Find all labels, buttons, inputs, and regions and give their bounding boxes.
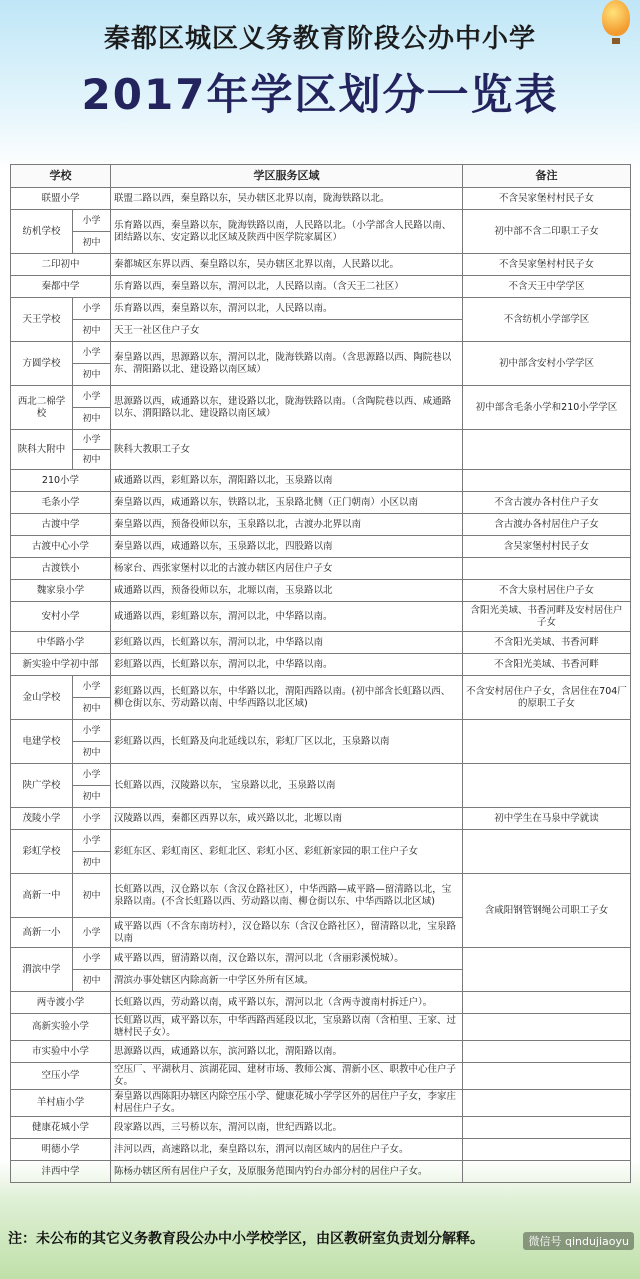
table-row	[11, 654, 631, 676]
service-area: 渭滨办事处辖区内除高新一中学区外所有区域。	[111, 970, 463, 992]
table-row	[11, 580, 631, 602]
school-name: 纺机学校	[11, 210, 73, 254]
service-area: 咸平路以西（不含东南坊村），汉仓路以东（含汉仓路社区），留清路以北，宝泉路以南	[111, 918, 463, 948]
service-area: 思源路以西，咸通路以东，建设路以北，陇海铁路以南。（含陶院巷以西、咸通路以东、渭阳路以北、建设路以南区域）	[111, 386, 463, 430]
table-row	[11, 632, 631, 654]
remark: 不含阳光美域、书香河畔	[463, 654, 631, 676]
remark	[463, 558, 631, 580]
district-table	[10, 164, 631, 1183]
service-area: 沣河以西，高速路以北，秦皇路以东，渭河以南区域内的居住户子女。	[111, 1139, 463, 1161]
service-area: 秦皇路以西，思源路以东，渭河以北，陇海铁路以南。（含思源路以西、陶院巷以东、渭阳路以北、建设路以南区域）	[111, 342, 463, 386]
header-area: 学区服务区域	[111, 165, 463, 188]
grade-level: 小学	[73, 720, 111, 742]
school-name: 陕科大附中	[11, 430, 73, 470]
service-area: 秦皇路以西，咸通路以东，铁路以北，玉泉路北侧（正门朝南）小区以南	[111, 492, 463, 514]
remark	[463, 470, 631, 492]
remark: 不含天王中学学区	[463, 276, 631, 298]
service-area: 彩虹路以西，长虹路以东，渭河以北，中华路以南	[111, 632, 463, 654]
service-area: 乐育路以西，秦皇路以东，陇海铁路以南，人民路以北。（小学部含人民路以南、团结路以东、安定路以北区域及陕西中医学院家属区）	[111, 210, 463, 254]
table-row	[11, 1139, 631, 1161]
page-title-line2: 2017年学区划分一览表	[81, 70, 559, 119]
grade-level: 初中	[73, 450, 111, 470]
remark: 初中部不含二印职工子女	[463, 210, 631, 254]
school-name: 古渡中学	[11, 514, 111, 536]
table-row	[11, 298, 631, 320]
grade-level: 小学	[73, 948, 111, 970]
grade-level: 小学	[73, 764, 111, 786]
service-area: 咸平路以西，留清路以南，汉仓路以东，渭河以北（含丽彩溪悦城）。	[111, 948, 463, 970]
remark	[463, 720, 631, 764]
school-name: 电建学校	[11, 720, 73, 764]
remark: 初中部含安村小学学区	[463, 342, 631, 386]
remark	[463, 1063, 631, 1090]
school-name: 茂陵小学	[11, 808, 73, 830]
remark: 不含古渡办各村住户子女	[463, 492, 631, 514]
grade-level: 小学	[73, 210, 111, 232]
table-body	[11, 188, 631, 1183]
page-title-line1: 秦都区城区义务教育阶段公办中小学	[103, 24, 536, 54]
service-area: 思源路以西，咸通路以东，滨河路以北，渭阳路以南。	[111, 1041, 463, 1063]
table-row	[11, 210, 631, 232]
service-area: 咸通路以西，彩虹路以东，渭阳路以北，玉泉路以南	[111, 470, 463, 492]
table-row	[11, 492, 631, 514]
table-row	[11, 342, 631, 364]
grade-level: 小学	[73, 298, 111, 320]
table-row	[11, 1161, 631, 1183]
remark	[463, 1161, 631, 1183]
grade-level: 小学	[73, 808, 111, 830]
remark	[463, 1139, 631, 1161]
grade-level: 初中	[73, 874, 111, 918]
service-area: 咸通路以西，彩虹路以东，渭河以北，中华路以南。	[111, 602, 463, 632]
school-name: 陕广学校	[11, 764, 73, 808]
school-name: 高新实验小学	[11, 1014, 111, 1041]
school-name: 高新一中	[11, 874, 73, 918]
service-area: 乐育路以西，秦皇路以东，渭河以北，人民路以南。（含天王二社区）	[111, 276, 463, 298]
school-name: 秦都中学	[11, 276, 111, 298]
grade-level: 初中	[73, 970, 111, 992]
table-row	[11, 536, 631, 558]
grade-level: 小学	[73, 676, 111, 698]
school-name: 二印初中	[11, 254, 111, 276]
school-name: 古渡铁小	[11, 558, 111, 580]
remark: 含古渡办各村居住户子女	[463, 514, 631, 536]
grade-level: 小学	[73, 830, 111, 852]
table-row	[11, 254, 631, 276]
table-row	[11, 676, 631, 698]
remark: 初中学生在马泉中学就读	[463, 808, 631, 830]
service-area: 杨家台、西张家堡村以北的古渡办辖区内居住户子女	[111, 558, 463, 580]
school-name: 羊村庙小学	[11, 1090, 111, 1117]
school-name: 两寺渡小学	[11, 992, 111, 1014]
school-name: 高新一小	[11, 918, 73, 948]
remark	[463, 1014, 631, 1041]
service-area: 咸通路以西，预备役师以东，北塬以南，玉泉路以北	[111, 580, 463, 602]
page-header	[0, 0, 640, 162]
table-row	[11, 602, 631, 632]
school-name: 市实验中小学	[11, 1041, 111, 1063]
service-area: 陕科大教职工子女	[111, 430, 463, 470]
school-name: 古渡中心小学	[11, 536, 111, 558]
service-area: 长虹路以西，汉陵路以东， 宝泉路以北，玉泉路以南	[111, 764, 463, 808]
grade-level: 初中	[73, 408, 111, 430]
remark: 不含纺机小学部学区	[463, 298, 631, 342]
grade-level: 初中	[73, 852, 111, 874]
remark: 含阳光美域、书香河畔及安村居住户子女	[463, 602, 631, 632]
table-row	[11, 830, 631, 852]
service-area: 秦皇路以西，咸通路以东，玉泉路以北，四股路以南	[111, 536, 463, 558]
service-area: 长虹路以西，咸平路以东，中华西路西延段以北，宝泉路以南（含柏里、王家、过塘村民子女）。	[111, 1014, 463, 1041]
table-row	[11, 1041, 631, 1063]
service-area: 汉陵路以西，秦都区西界以东，咸兴路以北，北塬以南	[111, 808, 463, 830]
service-area: 陈杨办辖区所有居住户子女，及原服务范围内钓台办部分村的居住户子女。	[111, 1161, 463, 1183]
grade-level: 小学	[73, 342, 111, 364]
remark: 初中部含毛条小学和210小学学区	[463, 386, 631, 430]
grade-level: 初中	[73, 320, 111, 342]
table-row	[11, 188, 631, 210]
remark: 含吴家堡村村民子女	[463, 536, 631, 558]
school-name: 沣西中学	[11, 1161, 111, 1183]
table-row	[11, 992, 631, 1014]
school-name: 空压小学	[11, 1063, 111, 1090]
table-row	[11, 558, 631, 580]
service-area: 秦皇路以西，预备役师以东，玉泉路以北，古渡办北界以南	[111, 514, 463, 536]
service-area: 彩虹路以西，长虹路以东，中华路以北，渭阳西路以南。(初中部含长虹路以西、柳仓街以东、劳动路以南、中华西路以北区域)	[111, 676, 463, 720]
table-row	[11, 948, 631, 970]
table-row	[11, 386, 631, 408]
table-row	[11, 276, 631, 298]
service-area: 联盟二路以西，秦皇路以东，吴办辖区北界以南，陇海铁路以北。	[111, 188, 463, 210]
remark: 不含吴家堡村村民子女	[463, 188, 631, 210]
school-name: 明德小学	[11, 1139, 111, 1161]
remark	[463, 1090, 631, 1117]
school-name: 健康花城小学	[11, 1117, 111, 1139]
grade-level: 小学	[73, 386, 111, 408]
grade-level: 小学	[73, 918, 111, 948]
grade-level: 初中	[73, 232, 111, 254]
header-note: 备注	[463, 165, 631, 188]
service-area: 秦都城区东界以西、秦皇路以东，吴办辖区北界以南，人民路以北。	[111, 254, 463, 276]
table-row	[11, 1014, 631, 1041]
remark	[463, 764, 631, 808]
table-row	[11, 764, 631, 786]
remark: 不含大泉村居住户子女	[463, 580, 631, 602]
table-row	[11, 514, 631, 536]
school-name: 金山学校	[11, 676, 73, 720]
remark	[463, 1041, 631, 1063]
footer-note: 注：未公布的其它义务教育段公办中小学校学区，由区教研室负责划分解释。	[8, 1231, 484, 1247]
remark	[463, 1117, 631, 1139]
service-area: 彩虹东区、彩虹南区、彩虹北区、彩虹小区、彩虹新家园的职工住户子女	[111, 830, 463, 874]
service-area: 长虹路以西，劳动路以南，咸平路以东，渭河以北（含两寺渡南村拆迁户）。	[111, 992, 463, 1014]
grade-level: 初中	[73, 698, 111, 720]
school-name: 魏家泉小学	[11, 580, 111, 602]
table-row	[11, 720, 631, 742]
school-name: 毛条小学	[11, 492, 111, 514]
remark: 不含阳光美域、书香河畔	[463, 632, 631, 654]
service-area: 秦皇路以西陈阳办辖区内除空压小学、健康花城小学学区外的居住户子女，李家庄村居住户子女。	[111, 1090, 463, 1117]
school-name: 彩虹学校	[11, 830, 73, 874]
table-row	[11, 874, 631, 918]
remark	[463, 430, 631, 470]
service-area: 彩虹路以西，长虹路以东，渭河以北，中华路以南。	[111, 654, 463, 676]
grade-level: 初中	[73, 742, 111, 764]
school-name: 渭滨中学	[11, 948, 73, 992]
service-area: 段家路以西，三号桥以东，渭河以南，世纪西路以北。	[111, 1117, 463, 1139]
table-row	[11, 470, 631, 492]
school-name: 安村小学	[11, 602, 111, 632]
service-area: 空压厂、平湖秋月、滨湖花园、建材市场、教师公寓、渭新小区、职教中心住户子女。	[111, 1063, 463, 1090]
table-row	[11, 1090, 631, 1117]
school-name: 方圆学校	[11, 342, 73, 386]
school-name: 中华路小学	[11, 632, 111, 654]
remark: 不含安村居住户子女，含居住在704厂的原职工子女	[463, 676, 631, 720]
grade-level: 小学	[73, 430, 111, 450]
table-row	[11, 1117, 631, 1139]
table-header-row	[11, 165, 631, 188]
page-footer	[0, 1218, 640, 1258]
remark: 不含吴家堡村村民子女	[463, 254, 631, 276]
grade-level: 初中	[73, 786, 111, 808]
table-row	[11, 430, 631, 450]
school-name: 西北二棉学校	[11, 386, 73, 430]
remark	[463, 830, 631, 874]
remark	[463, 992, 631, 1014]
remark	[463, 948, 631, 992]
remark: 含咸阳钢管钢绳公司职工子女	[463, 874, 631, 948]
school-name: 天王学校	[11, 298, 73, 342]
grade-level: 初中	[73, 364, 111, 386]
school-name: 联盟小学	[11, 188, 111, 210]
school-name: 210小学	[11, 470, 111, 492]
service-area: 天王一社区住户子女	[111, 320, 463, 342]
table-row	[11, 1063, 631, 1090]
school-name: 新实验中学初中部	[11, 654, 111, 676]
service-area: 长虹路以西，汉仓路以东（含汉仓路社区），中华西路—咸平路—留清路以北，宝泉路以南。(不含长虹路以西、劳动路以南、柳仓街以东、中华西路以北区域)	[111, 874, 463, 918]
service-area: 乐育路以西，秦皇路以东，渭河以北，人民路以南。	[111, 298, 463, 320]
header-school: 学校	[11, 165, 111, 188]
wechat-watermark: 微信号 qindujiaoyu	[523, 1232, 634, 1250]
service-area: 彩虹路以西，长虹路及向北延线以东，彩虹厂区以北，玉泉路以南	[111, 720, 463, 764]
table-row	[11, 808, 631, 830]
